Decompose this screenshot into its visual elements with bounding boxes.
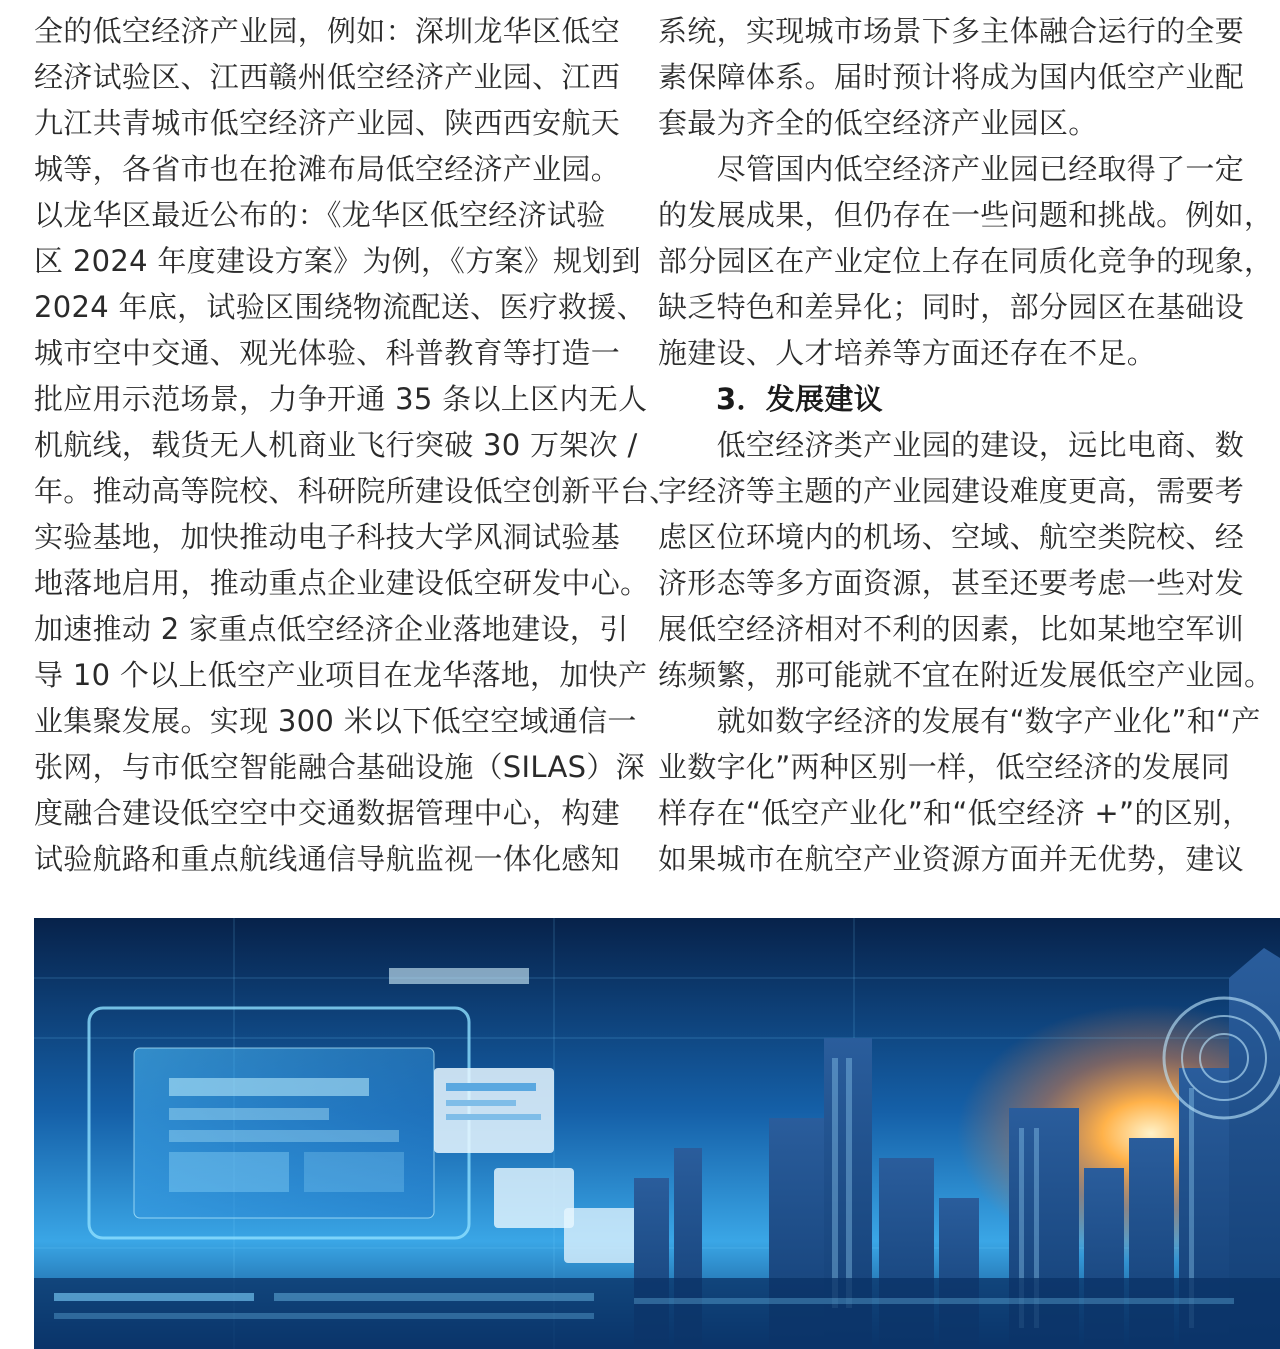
text-line: 九江共青城市低空经济产业园、陕西西安航天 (34, 106, 621, 140)
text-line: 导 10 个以上低空产业项目在龙华落地，加快产 (34, 658, 648, 692)
text-line: 经济试验区、江西赣州低空经济产业园、江西 (34, 60, 621, 94)
text-line: 练频繁，那可能就不宜在附近发展低空产业园。 (658, 658, 1274, 692)
text-line: 虑区位环境内的机场、空域、航空类院校、经 (658, 520, 1245, 554)
section-heading: 3．发展建议 (716, 382, 883, 416)
text-line: 样存在“低空产业化”和“低空经济 +”的区别， (658, 796, 1252, 830)
text-line: 2024 年底，试验区围绕物流配送、医疗救援、 (34, 290, 646, 324)
text-line: 实验基地，加快推动电子科技大学风洞试验基 (34, 520, 621, 554)
text-line: 部分园区在产业定位上存在同质化竞争的现象， (658, 244, 1274, 278)
text-line: 施建设、人才培养等方面还存在不足。 (658, 336, 1157, 370)
illustration-futuristic-city (34, 918, 1280, 1349)
text-line: 度融合建设低空空中交通数据管理中心，构建 (34, 796, 621, 830)
right-text-column (658, 8, 1274, 882)
text-line: 全的低空经济产业园，例如：深圳龙华区低空 (34, 14, 621, 48)
text-line: 字经济等主题的产业园建设难度更高，需要考 (658, 474, 1245, 508)
text-line: 业数字化”两种区别一样，低空经济的发展同 (658, 750, 1231, 784)
left-text-column (34, 8, 679, 882)
text-line: 尽管国内低空经济产业园已经取得了一定 (658, 152, 1245, 186)
text-line: 批应用示范场景，力争开通 35 条以上区内无人 (34, 382, 648, 416)
text-line: 展低空经济相对不利的因素，比如某地空军训 (658, 612, 1245, 646)
bottom-data-strip (34, 1278, 1280, 1349)
text-line: 系统，实现城市场景下多主体融合运行的全要 (658, 14, 1245, 48)
text-line: 地落地启用，推动重点企业建设低空研发中心。 (34, 566, 650, 600)
text-line: 的发展成果，但仍存在一些问题和挑战。例如， (658, 198, 1274, 232)
text-line: 机航线，载货无人机商业飞行突破 30 万架次 / (34, 428, 638, 462)
text-line: 如果城市在航空产业资源方面并无优势，建议 (658, 842, 1245, 876)
text-line: 济形态等多方面资源，甚至还要考虑一些对发 (658, 566, 1245, 600)
text-line: 缺乏特色和差异化；同时，部分园区在基础设 (658, 290, 1245, 324)
text-line: 区 2024 年度建设方案》为例，《方案》规划到 (34, 244, 641, 278)
text-line: 就如数字经济的发展有“数字产业化”和“产 (658, 704, 1261, 738)
text-line: 试验航路和重点航线通信导航监视一体化感知 (34, 842, 621, 876)
text-line: 以龙华区最近公布的：《龙华区低空经济试验 (34, 198, 606, 232)
text-line: 城等，各省市也在抢滩布局低空经济产业园。 (34, 152, 621, 186)
text-line: 套最为齐全的低空经济产业园区。 (658, 106, 1098, 140)
text-line: 素保障体系。届时预计将成为国内低空产业配 (658, 60, 1245, 94)
text-line: 城市空中交通、观光体验、科普教育等打造一 (34, 336, 621, 370)
text-line: 张网，与市低空智能融合基础设施（SILAS）深 (34, 750, 645, 784)
text-line: 年。推动高等院校、科研院所建设低空创新平台、 (34, 474, 679, 508)
illustration-svg (34, 918, 1280, 1349)
text-line: 业集聚发展。实现 300 米以下低空空域通信一 (34, 704, 637, 738)
text-line: 加速推动 2 家重点低空经济企业落地建设，引 (34, 612, 629, 646)
text-line: 低空经济类产业园的建设，远比电商、数 (658, 428, 1245, 462)
